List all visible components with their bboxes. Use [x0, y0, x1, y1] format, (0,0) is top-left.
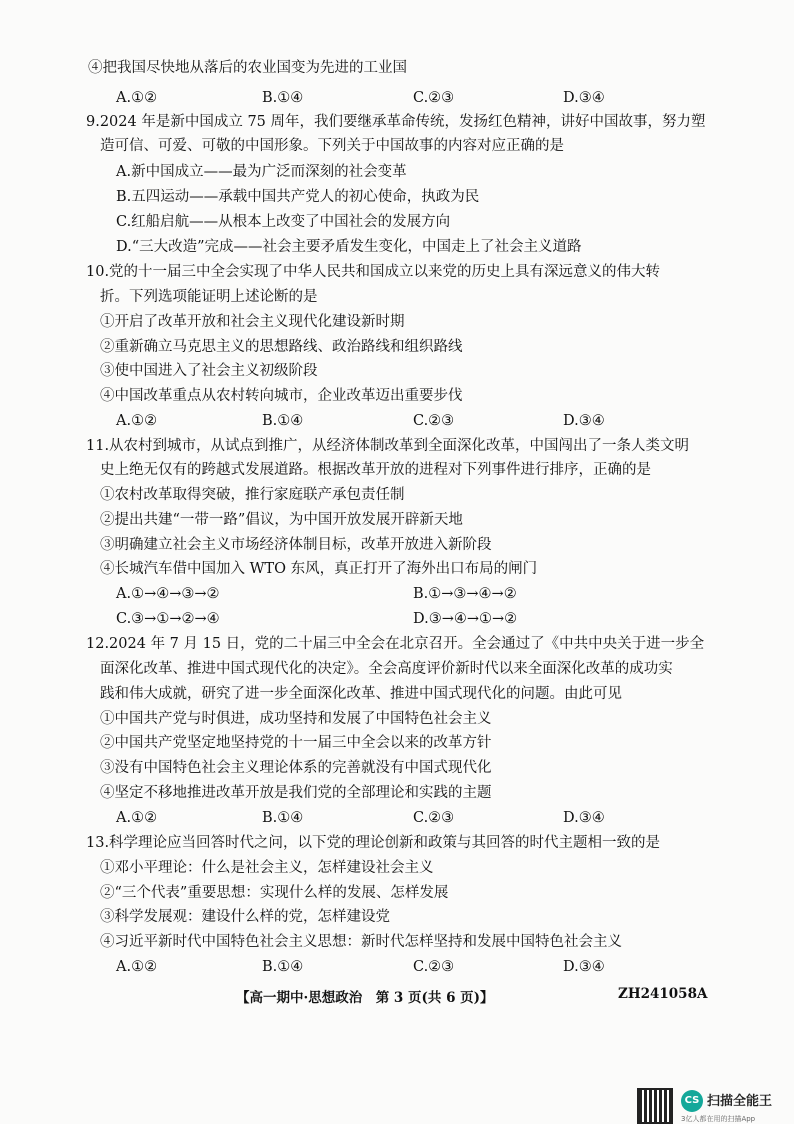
- page-footer-title: 【高一期中·思想政治 第 3 页(共 6 页)】: [236, 990, 494, 1006]
- q10-option-b: B.①④: [262, 413, 304, 429]
- q9-option-b: B.五四运动——承载中国共产党人的初心使命，执政为民: [116, 189, 480, 205]
- q13-option-d: D.③④: [563, 959, 605, 975]
- q12-option-a: A.①②: [116, 810, 158, 826]
- q10-item-3: ③使中国进入了社会主义初级阶段: [100, 363, 318, 379]
- scanner-watermark: [637, 1088, 787, 1124]
- q12-item-1: ①中国共产党与时俱进，成功坚持和发展了中国特色社会主义: [100, 711, 492, 727]
- q10-option-a: A.①②: [116, 413, 158, 429]
- q11-option-b: B.①→③→④→②: [413, 586, 517, 602]
- q13-item-1: ①邓小平理论：什么是社会主义，怎样建设社会主义: [100, 860, 434, 876]
- q10-stem-line-2: 折。下列选项能证明上述论断的是: [100, 289, 318, 305]
- q11-option-c: C.③→①→②→④: [116, 611, 220, 627]
- q8-option-a: A.①②: [116, 90, 158, 106]
- q9-stem-line-2: 造可信、可爱、可敬的中国形象。下列关于中国故事的内容对应正确的是: [100, 138, 564, 154]
- q13-option-a: A.①②: [116, 959, 158, 975]
- q11-stem-line-2: 史上绝无仅有的跨越式发展道路。根据改革开放的进程对下列事件进行排序，正确的是: [100, 462, 651, 478]
- camscanner-slogan: 3亿人都在用的扫描App: [681, 1115, 756, 1123]
- camscanner-logo-icon: CS: [681, 1090, 703, 1112]
- q13-item-2: ②“三个代表”重要思想：实现什么样的发展、怎样发展: [100, 885, 449, 901]
- qr-code-icon: [637, 1088, 673, 1124]
- q10-stem-line-1: 10.党的十一届三中全会实现了中华人民共和国成立以来党的历史上具有深远意义的伟大转: [86, 264, 661, 280]
- q9-option-d: D.“三大改造”完成——社会主要矛盾发生变化，中国走上了社会主义道路: [116, 239, 582, 255]
- q10-item-4: ④中国改革重点从农村转向城市，企业改革迈出重要步伐: [100, 388, 463, 404]
- q11-stem-line-1: 11.从农村到城市，从试点到推广，从经济体制改革到全面深化改革，中国闯出了一条人类文明: [86, 438, 690, 454]
- page-footer-code: ZH241058A: [618, 986, 708, 1002]
- q10-option-c: C.②③: [413, 413, 455, 429]
- q9-option-c: C.红船启航——从根本上改变了中国社会的发展方向: [116, 214, 451, 230]
- q11-item-3: ③明确建立社会主义市场经济体制目标，改革开放进入新阶段: [100, 537, 492, 553]
- q12-option-b: B.①④: [262, 810, 304, 826]
- q12-item-2: ②中国共产党坚定地坚持党的十一届三中全会以来的改革方针: [100, 735, 492, 751]
- q11-item-2: ②提出共建“一带一路”倡议，为中国开放发展开辟新天地: [100, 512, 463, 528]
- q13-option-c: C.②③: [413, 959, 455, 975]
- q13-stem-line-1: 13.科学理论应当回答时代之问，以下党的理论创新和政策与其回答的时代主题相一致的是: [86, 835, 661, 851]
- q8-item-4: ④把我国尽快地从落后的农业国变为先进的工业国: [88, 60, 407, 76]
- q10-item-1: ①开启了改革开放和社会主义现代化建设新时期: [100, 314, 405, 330]
- q9-option-a: A.新中国成立——最为广泛而深刻的社会变革: [116, 164, 407, 180]
- q12-stem-line-2: 面深化改革、推进中国式现代化的决定》。全会高度评价新时代以来全面深化改革的成功实: [100, 661, 673, 677]
- camscanner-name: 扫描全能王: [707, 1094, 773, 1109]
- q13-option-b: B.①④: [262, 959, 304, 975]
- q12-option-c: C.②③: [413, 810, 455, 826]
- q8-option-c: C.②③: [413, 90, 455, 106]
- q13-item-4: ④习近平新时代中国特色社会主义思想：新时代怎样坚持和发展中国特色社会主义: [100, 934, 622, 950]
- q12-option-d: D.③④: [563, 810, 605, 826]
- q11-item-4: ④长城汽车借中国加入 WTO 东风，真正打开了海外出口布局的闸门: [100, 561, 538, 577]
- q11-option-a: A.①→④→③→②: [116, 586, 220, 602]
- q12-item-3: ③没有中国特色社会主义理论体系的完善就没有中国式现代化: [100, 760, 492, 776]
- q8-option-d: D.③④: [563, 90, 605, 106]
- q9-stem-line-1: 9.2024 年是新中国成立 75 周年，我们要继承革命传统，发扬红色精神，讲好中国故事，努力塑: [86, 114, 706, 130]
- q12-stem-line-1: 12.2024 年 7 月 15 日，党的二十届三中全会在北京召开。全会通过了《中共中央关于进一步全: [86, 636, 705, 652]
- q12-item-4: ④坚定不移地推进改革开放是我们党的全部理论和实践的主题: [100, 785, 492, 801]
- q13-item-3: ③科学发展观：建设什么样的党，怎样建设党: [100, 909, 390, 925]
- q10-item-2: ②重新确立马克思主义的思想路线、政治路线和组织路线: [100, 339, 463, 355]
- q11-item-1: ①农村改革取得突破，推行家庭联产承包责任制: [100, 487, 405, 503]
- q12-stem-line-3: 践和伟大成就，研究了进一步全面深化改革、推进中国式现代化的问题。由此可见: [100, 686, 622, 702]
- q8-option-b: B.①④: [262, 90, 304, 106]
- q10-option-d: D.③④: [563, 413, 605, 429]
- q11-option-d: D.③→④→①→②: [413, 611, 518, 627]
